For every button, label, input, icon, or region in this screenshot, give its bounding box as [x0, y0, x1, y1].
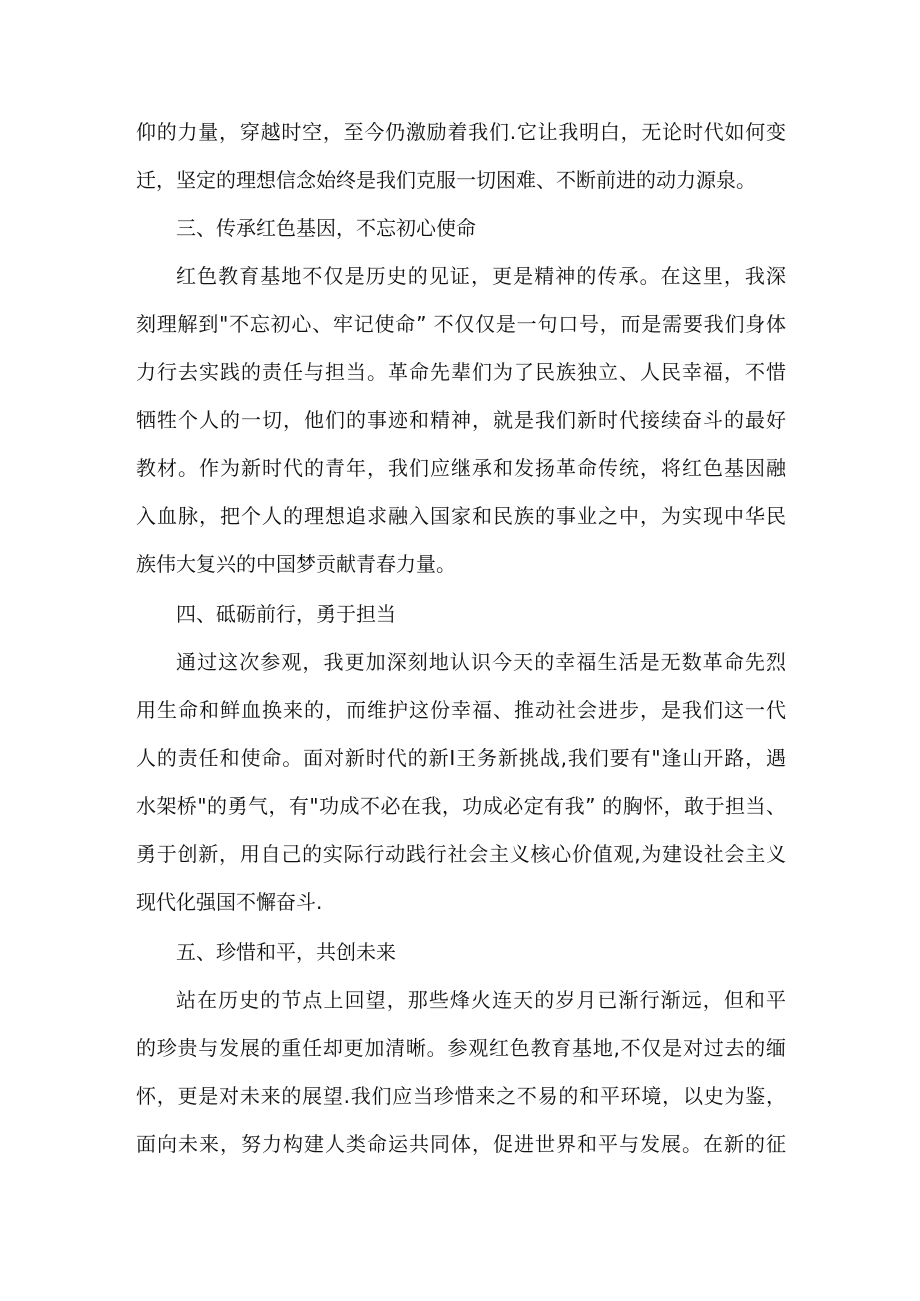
paragraph-first-line: 站在历史的节点上回望，那些烽火连天的岁月已渐行渐远，但和平: [176, 988, 786, 1012]
body-line: 用生命和鲜血换来的，而维护这份幸福、推动社会进步，是我们这一代: [136, 698, 786, 722]
body-line: 力行去实践的责任与担当。革命先辈们为了民族独立、人民幸福，不惜: [136, 360, 786, 384]
paragraph-first-line: 通过这次参观，我更加深刻地认识今天的幸福生活是无数革命先烈: [176, 650, 786, 674]
body-line: 面向未来，努力构建人类命运共同体，促进世界和平与发展。在新的征: [136, 1132, 786, 1156]
section-heading-5: 五、珍惜和平，共创未来: [176, 940, 396, 964]
body-line: 勇于创新，用自己的实际行动践行社会主义核心价值观,为建设社会主义: [136, 842, 786, 866]
body-line: 牺牲个人的一切，他们的事迹和精神，就是我们新时代接续奋斗的最好: [136, 408, 786, 432]
body-line: 的珍贵与发展的重任却更加清晰。参观红色教育基地,不仅是对过去的缅: [136, 1036, 786, 1060]
body-line: 现代化强国不懈奋斗.: [136, 890, 323, 914]
body-line: 教材。作为新时代的青年，我们应继承和发扬革命传统，将红色基因融: [136, 456, 786, 480]
body-line: 迁，坚定的理想信念始终是我们克服一切困难、不断前进的动力源泉。: [136, 168, 756, 192]
body-line: 族伟大复兴的中国梦贡献青春力量。: [136, 552, 456, 576]
body-line: 仰的力量，穿越时空，至今仍激励着我们.它让我明白，无论时代如何变: [136, 120, 786, 144]
body-line: 入血脉，把个人的理想追求融入国家和民族的事业之中，为实现中华民: [136, 504, 786, 528]
body-line: 怀，更是对未来的展望.我们应当珍惜来之不易的和平环境，以史为鉴，: [136, 1084, 786, 1108]
body-line: 刻理解到"不忘初心、牢记使命” 不仅仅是一句口号，而是需要我们身体: [136, 312, 786, 336]
section-heading-4: 四、砥砺前行，勇于担当: [176, 602, 396, 626]
body-line: 水架桥"的勇气，有"功成不必在我，功成必定有我” 的胸怀，敢于担当、: [136, 794, 786, 818]
section-heading-3: 三、传承红色基因，不忘初心使命: [176, 216, 476, 240]
paragraph-first-line: 红色教育基地不仅是历史的见证，更是精神的传承。在这里，我深: [176, 264, 786, 288]
body-line: 人的责任和使命。面对新时代的新I王务新挑战,我们要有"逢山开路，遇: [136, 746, 786, 770]
